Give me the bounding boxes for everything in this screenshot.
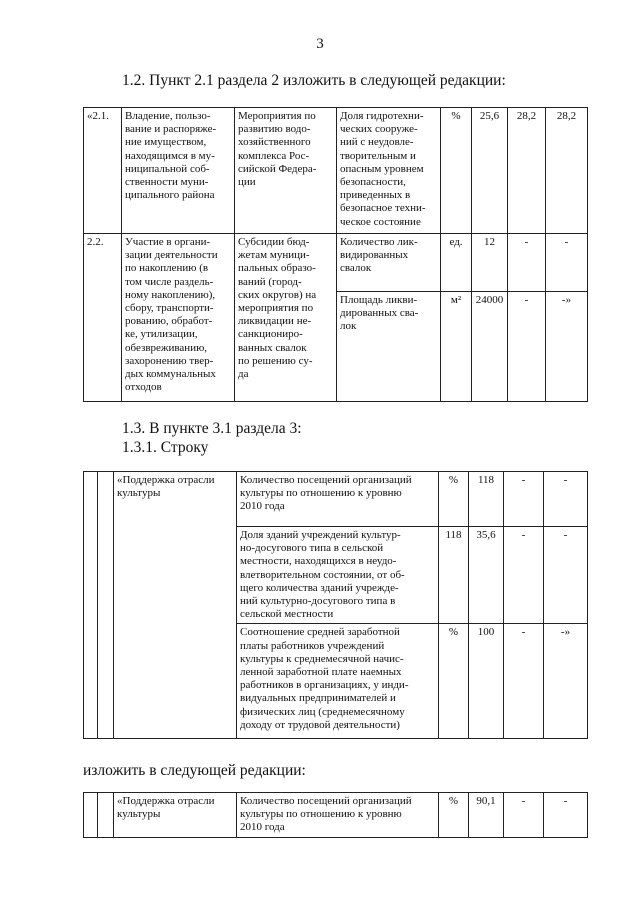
- row-number: 2.2.: [84, 234, 122, 402]
- table-row: [84, 108, 588, 234]
- section-1-3-heading: 1.3. В пункте 3.1 раздела 3:: [122, 420, 302, 437]
- unit: м²: [441, 292, 472, 402]
- row-number: «2.1.: [84, 108, 122, 234]
- section-1-3-1-heading: 1.3.1. Строку: [122, 439, 209, 456]
- value-1: 100: [469, 624, 504, 739]
- unit: %: [441, 108, 472, 234]
- value-3: -: [544, 793, 588, 838]
- value-2: -: [508, 292, 546, 402]
- indicator-name: Доля гидротехни- ческих сооруже- ний с неудовле- творительным и опасным уровнем безопасности, приведенных в безопасное техни- ческое состояние: [337, 108, 441, 234]
- value-1: 90,1: [469, 793, 504, 838]
- value-3: -: [544, 472, 588, 527]
- page-number: 3: [316, 36, 324, 52]
- indicator-name: Доля зданий учреждений культур- но-досугового типа в сельской местности, находящихся в неудо- влетворительном состоянии, от об- щего количества зданий учрежде- ний культурно-досугового типа в сельской местности: [237, 527, 439, 624]
- value-3: -»: [544, 624, 588, 739]
- measure-name: Мероприятия по развитию водо- хозяйственного комплекса Рос- сийской Федера- ции: [235, 108, 337, 234]
- value-1: 35,6: [469, 527, 504, 624]
- table-section-2-1: [83, 107, 588, 402]
- table-culture-new: [83, 792, 588, 838]
- unit: ед.: [441, 234, 472, 292]
- table-row: [84, 793, 588, 838]
- unit: 118: [439, 527, 469, 624]
- table-row: [84, 234, 588, 292]
- unit: %: [439, 472, 469, 527]
- table-row: [84, 472, 588, 527]
- value-2: -: [508, 234, 546, 292]
- indicator-name: Соотношение средней заработной платы работников учреждений культуры к среднемесячной начис- ленной заработной плате наемных работников в организациях, у инди- видуальных предпринимателей и физических лиц (среднемесячному доходу от трудовой деятельности): [237, 624, 439, 739]
- measure-name: Субсидии бюд- жетам муници- пальных образо- ваний (город- ских округов) на мероприятия по ликвидации не- санкциониро- ванных свалок по решению су- да: [235, 234, 337, 402]
- empty-cell: [98, 793, 114, 838]
- value-2: -: [504, 793, 544, 838]
- indicator-name: Площадь ликви- дированных сва- лок: [337, 292, 441, 402]
- unit: %: [439, 624, 469, 739]
- replace-heading: изложить в следующей редакции:: [83, 762, 306, 779]
- value-1: 24000: [472, 292, 508, 402]
- task-name: Владение, пользо- вание и распоряже- ние имуществом, находящимся в му- ниципальной соб- ственности муни- ципального района: [122, 108, 235, 234]
- indicator-name: Количество посещений организаций культуры по отношению к уровню 2010 года: [237, 793, 439, 838]
- value-2: -: [504, 624, 544, 739]
- program-name: «Поддержка отрасли культуры: [114, 793, 237, 838]
- value-3: 28,2: [546, 108, 588, 234]
- value-3: -»: [546, 292, 588, 402]
- value-2: -: [504, 527, 544, 624]
- value-2: -: [504, 472, 544, 527]
- value-1: 12: [472, 234, 508, 292]
- empty-cell: [84, 793, 98, 838]
- table-culture-old: [83, 471, 588, 739]
- empty-cell: [84, 472, 98, 739]
- section-1-2-heading: 1.2. Пункт 2.1 раздела 2 изложить в следующей редакции:: [122, 72, 506, 89]
- unit: %: [439, 793, 469, 838]
- indicator-name: Количество лик- видированных свалок: [337, 234, 441, 292]
- value-1: 25,6: [472, 108, 508, 234]
- empty-cell: [98, 472, 114, 739]
- task-name: Участие в органи- зации деятельности по накоплению (в том числе раздель- ному накоплению), сбору, транспорти- рованию, обработ- ке, утилизации, обезвреживанию, захоронению твер- дых коммунальных отходов: [122, 234, 235, 402]
- value-2: 28,2: [508, 108, 546, 234]
- value-1: 118: [469, 472, 504, 527]
- value-3: -: [544, 527, 588, 624]
- indicator-name: Количество посещений организаций культуры по отношению к уровню 2010 года: [237, 472, 439, 527]
- program-name: «Поддержка отрасли культуры: [114, 472, 237, 739]
- value-3: -: [546, 234, 588, 292]
